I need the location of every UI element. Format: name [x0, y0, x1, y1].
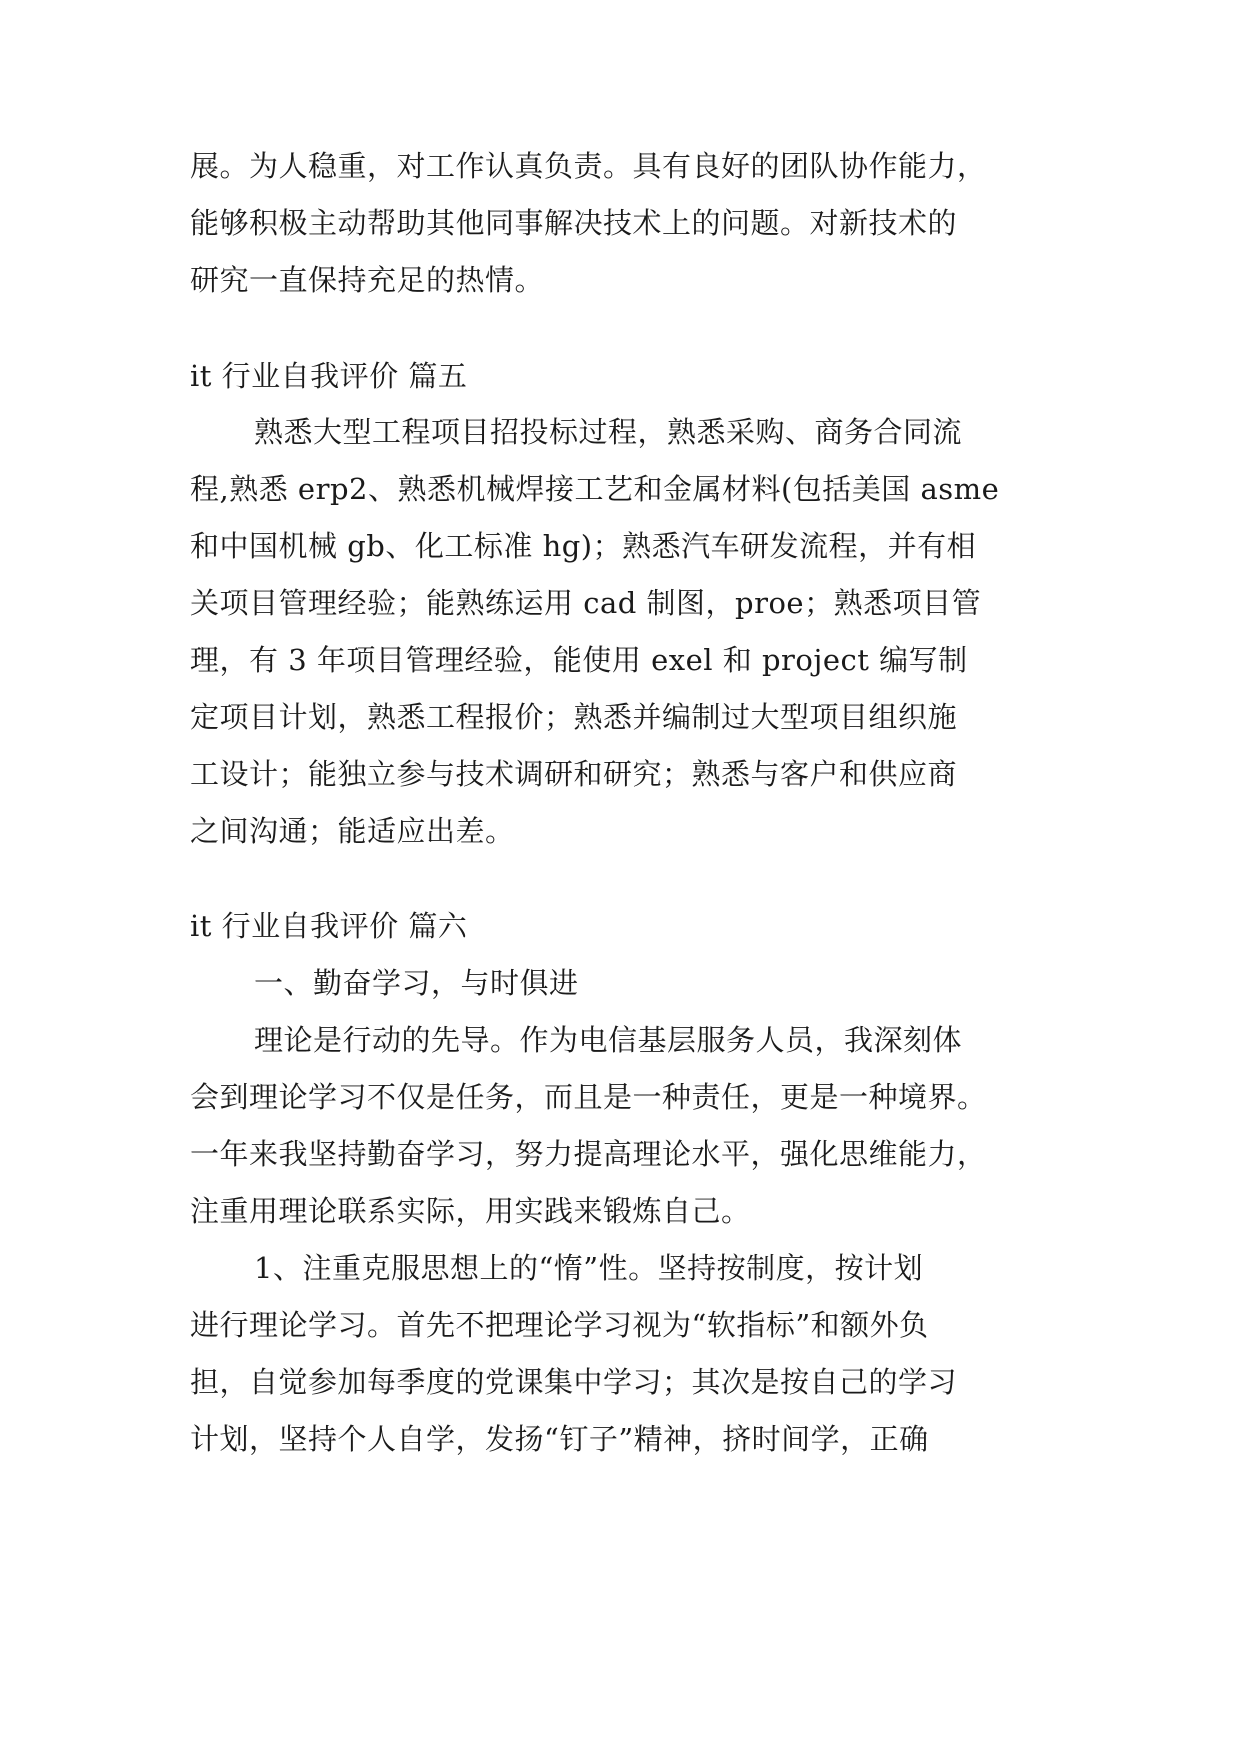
paragraph-line: 进行理论学习。首先不把理论学习视为“软指标”和额外负: [190, 1308, 929, 1342]
paragraph-line: 会到理论学习不仅是任务，而且是一种责任，更是一种境界。: [190, 1080, 987, 1114]
paragraph-line: 计划，坚持个人自学，发扬“钉子”精神，挤时间学，正确: [190, 1422, 929, 1456]
paragraph-line: 关项目管理经验；能熟练运用 cad 制图，proe；熟悉项目管: [190, 586, 982, 620]
paragraph-line: 理论是行动的先导。作为电信基层服务人员，我深刻体: [254, 1023, 963, 1057]
paragraph-line: 和中国机械 gb、化工标准 hg)；熟悉汽车研发流程，并有相: [190, 529, 977, 563]
paragraph-line: 1、注重克服思想上的“惰”性。坚持按制度，按计划: [254, 1251, 924, 1285]
section-heading-6: it 行业自我评价 篇六: [190, 909, 468, 943]
paragraph-line: 能够积极主动帮助其他同事解决技术上的问题。对新技术的: [190, 206, 958, 240]
paragraph-line: 熟悉大型工程项目招投标过程，熟悉采购、商务合同流: [254, 415, 963, 449]
paragraph-line: 定项目计划，熟悉工程报价；熟悉并编制过大型项目组织施: [190, 700, 958, 734]
paragraph-line: 展。为人稳重，对工作认真负责。具有良好的团队协作能力，: [190, 149, 987, 183]
section-heading-5: it 行业自我评价 篇五: [190, 359, 468, 393]
paragraph-line: 担，自觉参加每季度的党课集中学习；其次是按自己的学习: [190, 1365, 958, 1399]
subsection-heading: 一、勤奋学习，与时俱进: [254, 966, 579, 1000]
paragraph-line: 程,熟悉 erp2、熟悉机械焊接工艺和金属材料(包括美国 asme: [190, 472, 1000, 506]
paragraph-line: 工设计；能独立参与技术调研和研究；熟悉与客户和供应商: [190, 757, 958, 791]
paragraph-line: 注重用理论联系实际，用实践来锻炼自己。: [190, 1194, 751, 1228]
paragraph-line: 研究一直保持充足的热情。: [190, 263, 545, 297]
paragraph-line: 之间沟通；能适应出差。: [190, 814, 515, 848]
paragraph-line: 一年来我坚持勤奋学习，努力提高理论水平，强化思维能力，: [190, 1137, 987, 1171]
paragraph-line: 理，有 3 年项目管理经验，能使用 exel 和 project 编写制: [190, 643, 968, 677]
